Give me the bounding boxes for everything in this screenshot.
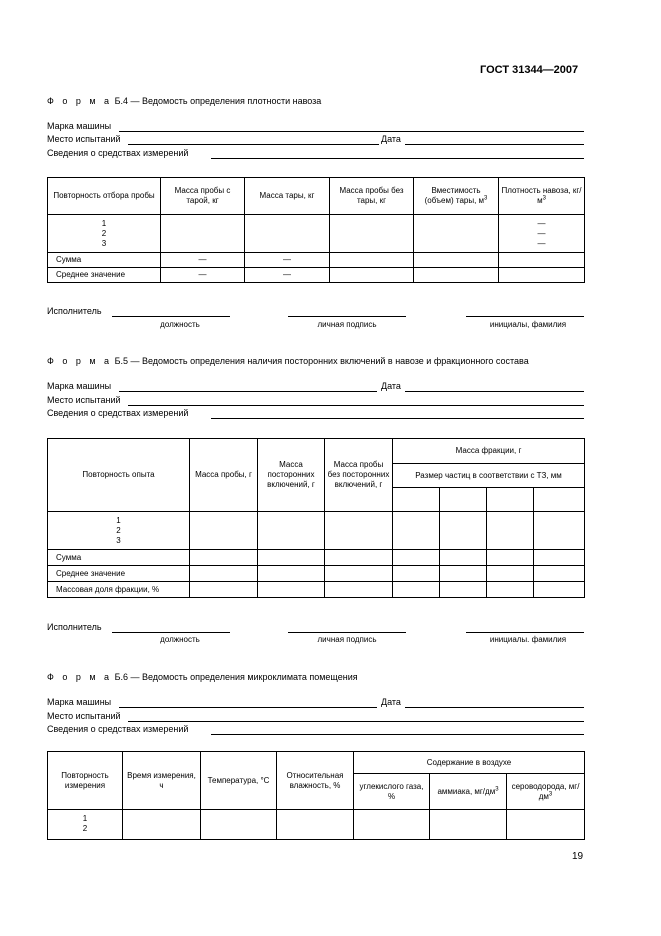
- b5-machine-label: Марка машины: [47, 381, 112, 391]
- form-b4-title: [47, 96, 321, 106]
- b4-cell[interactable]: [330, 253, 414, 268]
- b4-col-density-text: Плотность навоза, кг/м: [501, 186, 582, 205]
- b4-sum-dash-2: —: [245, 253, 330, 268]
- b6-cell[interactable]: [430, 810, 507, 840]
- b4-repeat-numbers: [48, 215, 161, 253]
- b6-col-h2s: [507, 774, 585, 810]
- page-number: 19: [572, 851, 584, 862]
- b6-machine-field[interactable]: [119, 707, 377, 708]
- b5-size-cell[interactable]: [440, 488, 487, 512]
- b4-col-volume-sup: 3: [484, 195, 488, 202]
- b4-col-density: [499, 178, 585, 215]
- b4-machine-label: Марка машины: [47, 121, 112, 131]
- b5-signature-field[interactable]: [288, 632, 406, 633]
- b5-cell[interactable]: [534, 512, 585, 550]
- b4-initials-caption: инициалы, фамилия: [489, 320, 567, 329]
- b5-cell[interactable]: [190, 582, 258, 598]
- standard-number: ГОСТ 31344—2007: [480, 64, 579, 76]
- form-b5-title-text: Б.5 — Ведомость определения наличия посторонних включений в навозе и фракционного состава: [114, 356, 529, 366]
- b5-cell[interactable]: [190, 550, 258, 566]
- b6-col-nh3-sup: 3: [495, 785, 499, 792]
- b5-initials-field[interactable]: [466, 632, 584, 633]
- b4-site-field[interactable]: [128, 144, 379, 145]
- b4-position-field[interactable]: [112, 316, 230, 317]
- b5-cell[interactable]: [258, 566, 325, 582]
- b6-cell[interactable]: [277, 810, 354, 840]
- b5-cell[interactable]: [393, 512, 440, 550]
- b4-site-label: Место испытаний: [47, 134, 121, 144]
- b6-date-label: Дата: [381, 697, 401, 707]
- b6-col-nh3: [430, 774, 507, 810]
- b4-machine-field[interactable]: [119, 131, 584, 132]
- b5-site-label: Место испытаний: [47, 395, 121, 405]
- b5-col-size: Размер частиц в соответствии с ТЗ, мм: [393, 464, 585, 488]
- b5-n2: 2: [116, 525, 121, 535]
- b6-cell[interactable]: [507, 810, 585, 840]
- b5-col-repeat: Повторность опыта: [48, 439, 190, 512]
- b6-col-h2s-sup: 3: [548, 790, 553, 797]
- b5-cell[interactable]: [534, 582, 585, 598]
- form-b4-title-text: Б.4 — Ведомость определения плотности навоза: [114, 96, 322, 106]
- b5-col-fraction: Масса фракции, г: [393, 439, 585, 464]
- b5-cell[interactable]: [393, 566, 440, 582]
- b5-initials-caption: инициалы. фамилия: [489, 635, 567, 644]
- b5-cell[interactable]: [393, 550, 440, 566]
- b5-cell[interactable]: [258, 550, 325, 566]
- b4-mean-dash-1: —: [161, 268, 245, 283]
- b5-size-cell[interactable]: [487, 488, 534, 512]
- b5-position-caption: должность: [160, 635, 200, 644]
- b4-col-volume: [414, 178, 499, 215]
- b4-cell[interactable]: [414, 268, 499, 283]
- b4-cell[interactable]: [330, 268, 414, 283]
- form-b4-word: Ф о р м а: [47, 96, 113, 106]
- b5-cell[interactable]: [487, 550, 534, 566]
- b6-table: [47, 751, 585, 840]
- b5-size-cell[interactable]: [534, 488, 585, 512]
- b6-cell[interactable]: [354, 810, 430, 840]
- b5-cell[interactable]: [190, 512, 258, 550]
- b6-instruments-label: Сведения о средствах измерений: [47, 724, 189, 734]
- b6-n1: 1: [82, 814, 88, 823]
- b4-cell[interactable]: [161, 215, 245, 253]
- b4-mean-dash-2: —: [245, 268, 330, 283]
- b5-sum-label: Сумма: [48, 550, 190, 566]
- b6-n2: 2: [82, 824, 88, 833]
- b5-table: [47, 438, 585, 598]
- b6-col-nh3-text: аммиака, мг/дм: [437, 786, 496, 796]
- b4-position-caption: должность: [160, 320, 200, 329]
- b5-machine-field[interactable]: [119, 391, 377, 392]
- form-b6-title: [47, 672, 358, 682]
- b5-cell[interactable]: [325, 582, 393, 598]
- b4-cell[interactable]: [414, 215, 499, 253]
- b4-performer-label: Исполнитель: [47, 306, 102, 316]
- b5-cell[interactable]: [440, 566, 487, 582]
- b4-dash-1: —: [537, 218, 546, 228]
- b6-col-time: Время измерения, ч: [123, 752, 201, 810]
- b4-density-dashes: [499, 215, 585, 253]
- b6-site-field[interactable]: [128, 721, 584, 722]
- b4-signature-caption: личная подпись: [317, 320, 377, 329]
- b5-n3: 3: [116, 535, 121, 545]
- b5-position-field[interactable]: [112, 632, 230, 633]
- b6-cell[interactable]: [201, 810, 277, 840]
- b4-cell[interactable]: [499, 268, 585, 283]
- b4-initials-field[interactable]: [466, 316, 584, 317]
- b4-dash-3: —: [537, 238, 546, 248]
- b6-col-co2: углекислого газа, %: [354, 774, 430, 810]
- b6-instruments-field[interactable]: [211, 734, 584, 735]
- b6-col-repeat: Повторность измерения: [48, 752, 123, 810]
- b4-dash-2: —: [537, 228, 546, 238]
- b4-col-tare: Масса тары, кг: [245, 178, 330, 215]
- b4-table: [47, 177, 585, 283]
- b4-sum-dash-1: —: [161, 253, 245, 268]
- b4-cell[interactable]: [245, 215, 330, 253]
- b4-n2: 2: [101, 228, 107, 238]
- b5-cell[interactable]: [487, 582, 534, 598]
- b4-cell[interactable]: [414, 253, 499, 268]
- b5-cell[interactable]: [190, 566, 258, 582]
- b4-cell[interactable]: [499, 253, 585, 268]
- b4-mean-label: Среднее значение: [48, 268, 161, 283]
- b5-cell[interactable]: [258, 582, 325, 598]
- b5-cell[interactable]: [325, 512, 393, 550]
- b4-date-field[interactable]: [405, 144, 584, 145]
- b5-col-without: Масса пробы без посторонних включений, г: [325, 439, 393, 512]
- b6-col-temp: Температура, °С: [201, 752, 277, 810]
- b4-date-label: Дата: [381, 134, 401, 144]
- form-b5-title: [47, 356, 529, 366]
- b5-cell[interactable]: [440, 582, 487, 598]
- b5-cell[interactable]: [534, 550, 585, 566]
- b5-performer-label: Исполнитель: [47, 622, 102, 632]
- b5-instruments-label: Сведения о средствах измерений: [47, 408, 189, 418]
- b5-date-label: Дата: [381, 381, 401, 391]
- b5-repeat-numbers: [48, 512, 190, 550]
- b6-repeat-numbers: [48, 810, 123, 840]
- b4-cell[interactable]: [330, 215, 414, 253]
- b4-sum-label: Сумма: [48, 253, 161, 268]
- form-b6-title-text: Б.6 — Ведомость определения микроклимата помещения: [114, 672, 358, 682]
- b6-cell[interactable]: [123, 810, 201, 840]
- b5-col-mass: Масса пробы, г: [190, 439, 258, 512]
- b5-site-field[interactable]: [128, 405, 584, 406]
- b5-cell[interactable]: [534, 566, 585, 582]
- b6-machine-label: Марка машины: [47, 697, 112, 707]
- b5-cell[interactable]: [393, 582, 440, 598]
- b4-instruments-field[interactable]: [211, 158, 584, 159]
- b4-col-repeat: Повторность отбора пробы: [48, 178, 161, 215]
- b5-share-label: Массовая доля фракции, %: [48, 582, 190, 598]
- b4-n1: 1: [101, 218, 107, 228]
- b4-col-density-sup: 3: [542, 195, 546, 202]
- b5-cell[interactable]: [487, 566, 534, 582]
- b5-cell[interactable]: [487, 512, 534, 550]
- b5-cell[interactable]: [440, 550, 487, 566]
- b6-date-field[interactable]: [405, 707, 584, 708]
- b5-col-foreign: Масса посторонних включений, г: [258, 439, 325, 512]
- form-b6-word: Ф о р м а: [47, 672, 113, 682]
- form-b5-word: Ф о р м а: [47, 356, 113, 366]
- b6-col-content: Содержание в воздухе: [354, 752, 585, 774]
- b5-size-cell[interactable]: [393, 488, 440, 512]
- b4-col-mass-tare: Масса пробы с тарой, кг: [161, 178, 245, 215]
- b6-site-label: Место испытаний: [47, 711, 121, 721]
- b4-signature-field[interactable]: [288, 316, 406, 317]
- b5-date-field[interactable]: [405, 391, 584, 392]
- b5-cell[interactable]: [325, 566, 393, 582]
- b4-col-volume-text: Вместимость (объем) тары, м: [424, 186, 485, 205]
- b6-col-humidity: Относительная влажность, %: [277, 752, 354, 810]
- b5-instruments-field[interactable]: [211, 418, 584, 419]
- b5-cell[interactable]: [258, 512, 325, 550]
- b5-n1: 1: [116, 515, 121, 525]
- b4-n3: 3: [101, 238, 107, 248]
- b5-cell[interactable]: [325, 550, 393, 566]
- b5-signature-caption: личная подпись: [317, 635, 377, 644]
- b6-col-h2s-text: сероводорода, мг/дм: [511, 781, 580, 801]
- b5-cell[interactable]: [440, 512, 487, 550]
- b4-col-mass-no-tare: Масса пробы без тары, кг: [330, 178, 414, 215]
- b5-mean-label: Среднее значение: [48, 566, 190, 582]
- b4-instruments-label: Сведения о средствах измерений: [47, 148, 189, 158]
